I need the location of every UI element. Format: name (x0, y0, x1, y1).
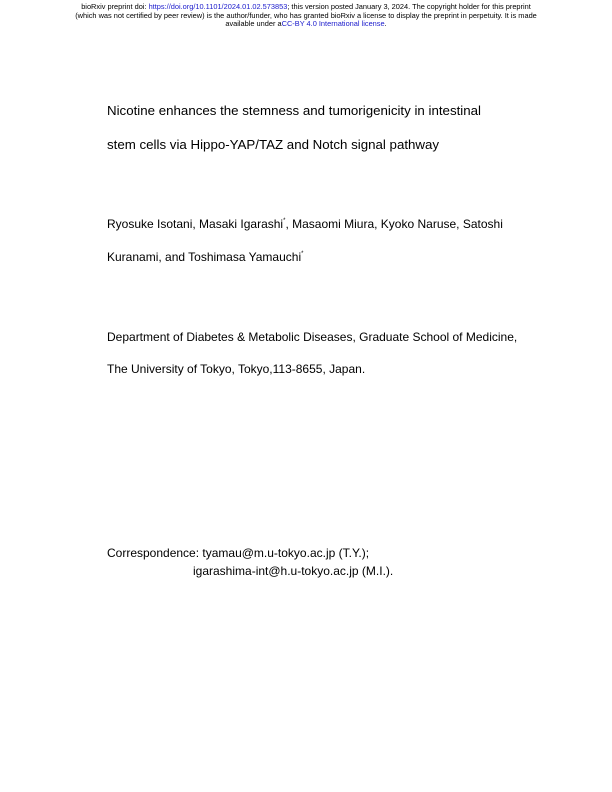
correspondence-line-1: Correspondence: tyamau@m.u-tokyo.ac.jp (T.Y.); (107, 546, 370, 560)
corresponding-author-mark: * (283, 218, 286, 224)
header-line-1: bioRxiv preprint doi: https://doi.org/10.1101/2024.01.02.573853; this version posted January 3, 2024. The copyright holder for this preprint (81, 2, 531, 11)
correspondence-line-2: igarashima-int@h.u-tokyo.ac.jp (M.I.). (193, 564, 394, 578)
paper-title-line-1: Nicotine enhances the stemness and tumorigenicity in intestinal (107, 103, 481, 118)
preprint-header (0, 3, 612, 29)
license-link[interactable]: CC-BY 4.0 International license (281, 19, 385, 29)
doi-link[interactable]: https://doi.org/10.1101/2024.01.02.573853 (148, 2, 288, 11)
header-line-2: (which was not certified by peer review) is the author/funder, who has granted bioRxiv a license to display the preprint in perpetuity. It is made (75, 10, 537, 20)
corresponding-author-mark: * (301, 251, 304, 257)
affiliation-line-2: The University of Tokyo, Tokyo,113-8655, Japan. (107, 362, 366, 376)
affiliation-line-1: Department of Diabetes & Metabolic Diseases, Graduate School of Medicine, (107, 330, 518, 344)
author-list-line-1: Ryosuke Isotani, Masaki Igarashi*, Masaomi Miura, Kyoko Naruse, Satoshi (107, 217, 503, 231)
paper-title-line-2: stem cells via Hippo-YAP/TAZ and Notch signal pathway (107, 137, 440, 152)
header-line-3: available under aCC-BY 4.0 International license. (225, 19, 387, 29)
author-list-line-2: Kuranami, and Toshimasa Yamauchi* (107, 250, 304, 264)
